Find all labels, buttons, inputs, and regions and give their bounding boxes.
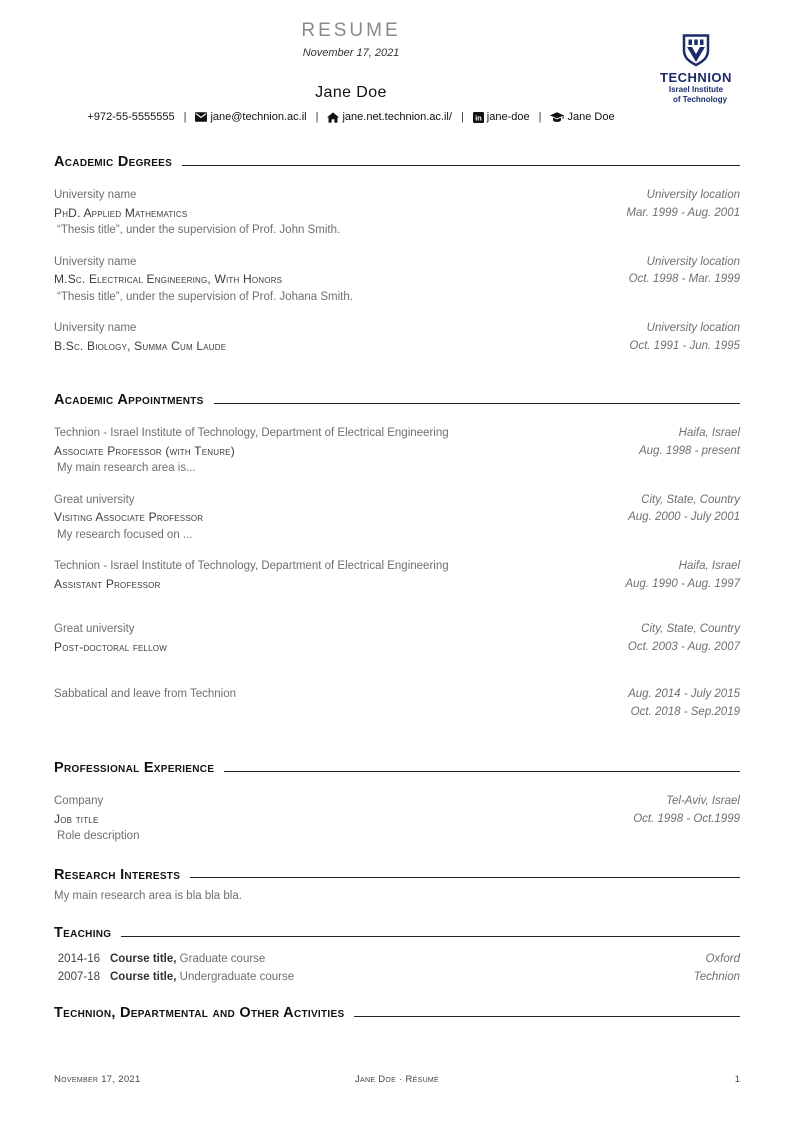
organization: Technion - Israel Institute of Technology, Department of Electrical Engineering bbox=[54, 427, 449, 439]
location: Haifa, Israel bbox=[678, 427, 740, 439]
teaching-row bbox=[54, 951, 740, 969]
section-header bbox=[54, 153, 740, 171]
university-location: University location bbox=[646, 189, 740, 201]
course-type: Graduate course bbox=[176, 953, 266, 965]
organization: Great university bbox=[54, 623, 135, 635]
document-date: November 17, 2021 bbox=[302, 47, 400, 59]
location: City, State, Country bbox=[641, 493, 740, 506]
contact-separator: | bbox=[538, 111, 542, 123]
role-title: Associate Professor (with Tenure) bbox=[54, 443, 235, 458]
teaching-years: 2007-18 bbox=[57, 970, 100, 983]
dates: Aug. 1990 - Aug. 1997 bbox=[625, 577, 740, 590]
university-name: University name bbox=[54, 255, 137, 268]
section-header bbox=[54, 759, 740, 777]
contact-line bbox=[54, 109, 648, 125]
degree-dates: Mar. 1999 - Aug. 2001 bbox=[626, 206, 740, 219]
section-rule bbox=[354, 1016, 740, 1017]
job-title: Job title bbox=[54, 811, 99, 826]
linkedin-handle: jane-doe bbox=[486, 111, 530, 123]
teaching-row bbox=[54, 969, 740, 987]
contact-phone bbox=[87, 109, 174, 125]
section-rule bbox=[121, 936, 740, 937]
svg-text:in: in bbox=[475, 113, 482, 123]
section-title: Research Interests bbox=[54, 866, 181, 883]
section-header bbox=[54, 924, 740, 942]
contact-separator: | bbox=[315, 111, 319, 123]
footer-date: November 17, 2021 bbox=[54, 1074, 141, 1085]
contact-separator: | bbox=[183, 111, 187, 123]
teaching-location: Oxford bbox=[705, 953, 740, 965]
degree-dates: Oct. 1991 - Jun. 1995 bbox=[629, 339, 740, 352]
phone-number: +972-55-5555555 bbox=[87, 111, 175, 123]
linkedin-icon bbox=[473, 112, 484, 123]
organization: Technion - Israel Institute of Technology, Department of Electrical Engineering bbox=[54, 560, 449, 572]
home-icon bbox=[327, 112, 339, 123]
university-location: University location bbox=[646, 322, 740, 334]
degree-title: PhD. Applied Mathematics bbox=[54, 205, 188, 220]
section-header bbox=[54, 391, 740, 409]
section-rule bbox=[182, 165, 740, 166]
section-teaching bbox=[54, 905, 740, 986]
thesis-note: “Thesis title”, under the supervision of Prof. Johana Smith. bbox=[57, 290, 353, 303]
university-name: University name bbox=[54, 189, 137, 201]
role-description: My research focused on ... bbox=[57, 528, 193, 541]
university-location: University location bbox=[646, 255, 740, 268]
location: Haifa, Israel bbox=[678, 560, 740, 572]
section-academic-degrees bbox=[54, 125, 740, 355]
document-title: RESUME bbox=[301, 20, 401, 41]
role-title: Post-doctoral fellow bbox=[54, 639, 167, 654]
dates: Aug. 1998 - present bbox=[638, 444, 740, 457]
role-description: Role description bbox=[57, 830, 140, 842]
contact-email-link[interactable] bbox=[195, 109, 306, 125]
section-title: Academic Degrees bbox=[54, 154, 173, 170]
logo-name: TECHNION bbox=[660, 70, 732, 85]
section-activities bbox=[54, 986, 740, 1022]
degree-title: B.Sc. Biology, Summa Cum Laude bbox=[54, 338, 227, 353]
location: Tel-Aviv, Israel bbox=[666, 795, 740, 807]
contact-website-link[interactable] bbox=[327, 109, 451, 125]
course-title: Course title, bbox=[110, 970, 177, 983]
role-title: Assistant Professor bbox=[54, 576, 161, 591]
degree-dates: Oct. 1998 - Mar. 1999 bbox=[628, 273, 740, 285]
course-title: Course title, bbox=[110, 953, 177, 965]
sabbatical-dates-1: Aug. 2014 - July 2015 bbox=[628, 688, 740, 700]
section-research-interests bbox=[54, 860, 740, 906]
dates: Oct. 2003 - Aug. 2007 bbox=[627, 640, 740, 653]
dates: Aug. 2000 - July 2001 bbox=[628, 511, 740, 523]
envelope-icon bbox=[195, 112, 207, 122]
section-academic-appointments bbox=[54, 369, 740, 721]
appointment-entry bbox=[54, 425, 740, 478]
degree-entry bbox=[54, 320, 740, 355]
sabbatical-entry bbox=[54, 686, 740, 721]
section-rule bbox=[224, 771, 740, 772]
section-title: Teaching bbox=[54, 925, 112, 941]
contact-scholar-link[interactable] bbox=[550, 109, 614, 125]
section-header bbox=[54, 866, 740, 884]
degree-title: M.Sc. Electrical Engineering, With Honors bbox=[54, 272, 283, 286]
appointment-entry bbox=[54, 558, 740, 593]
footer-name: Jane Doe · Résumé bbox=[354, 1074, 440, 1085]
email-address: jane@technion.ac.il bbox=[210, 111, 307, 123]
footer-page-number: 1 bbox=[734, 1074, 740, 1085]
technion-shield-icon bbox=[648, 34, 744, 67]
section-rule bbox=[190, 877, 740, 878]
research-text: My main research area is bla bla bla. bbox=[54, 889, 242, 902]
section-title: Academic Appointments bbox=[54, 392, 204, 408]
experience-entry bbox=[54, 793, 740, 846]
university-name: University name bbox=[54, 322, 137, 334]
thesis-note: “Thesis title”, under the supervision of Prof. John Smith. bbox=[57, 224, 341, 236]
website-url: jane.net.technion.ac.il/ bbox=[342, 111, 452, 123]
degree-entry bbox=[54, 254, 740, 307]
sabbatical-dates-2: Oct. 2018 - Sep.2019 bbox=[630, 705, 740, 718]
scholar-name: Jane Doe bbox=[567, 111, 615, 123]
section-header bbox=[54, 1004, 740, 1022]
location: City, State, Country bbox=[641, 623, 740, 635]
company-name: Company bbox=[54, 795, 104, 807]
role-title: Visiting Associate Professor bbox=[54, 510, 204, 524]
appointment-entry bbox=[54, 492, 740, 545]
contact-separator: | bbox=[460, 111, 464, 123]
document-header bbox=[54, 20, 648, 125]
section-rule bbox=[214, 403, 740, 404]
degree-entry bbox=[54, 187, 740, 240]
section-title: Professional Experience bbox=[54, 760, 215, 776]
logo-subtitle-1: Israel Institute bbox=[668, 85, 724, 94]
sabbatical-text: Sabbatical and leave from Technion bbox=[54, 688, 236, 700]
section-title: Technion, Departmental and Other Activities bbox=[54, 1005, 345, 1021]
teaching-location: Technion bbox=[693, 970, 740, 983]
logo-subtitle-2: of Technology bbox=[672, 95, 728, 104]
page-footer bbox=[54, 1074, 740, 1085]
person-name: Jane Doe bbox=[315, 84, 387, 101]
technion-logo bbox=[648, 34, 744, 105]
course-type: Undergraduate course bbox=[176, 970, 295, 983]
organization: Great university bbox=[54, 493, 135, 506]
contact-linkedin-link[interactable] bbox=[473, 109, 530, 125]
role-description: My main research area is... bbox=[57, 462, 196, 474]
teaching-years: 2014-16 bbox=[57, 953, 100, 965]
dates: Oct. 1998 - Oct.1999 bbox=[633, 812, 740, 825]
graduation-cap-icon bbox=[550, 112, 564, 123]
appointment-entry bbox=[54, 621, 740, 656]
section-professional-experience bbox=[54, 735, 740, 846]
